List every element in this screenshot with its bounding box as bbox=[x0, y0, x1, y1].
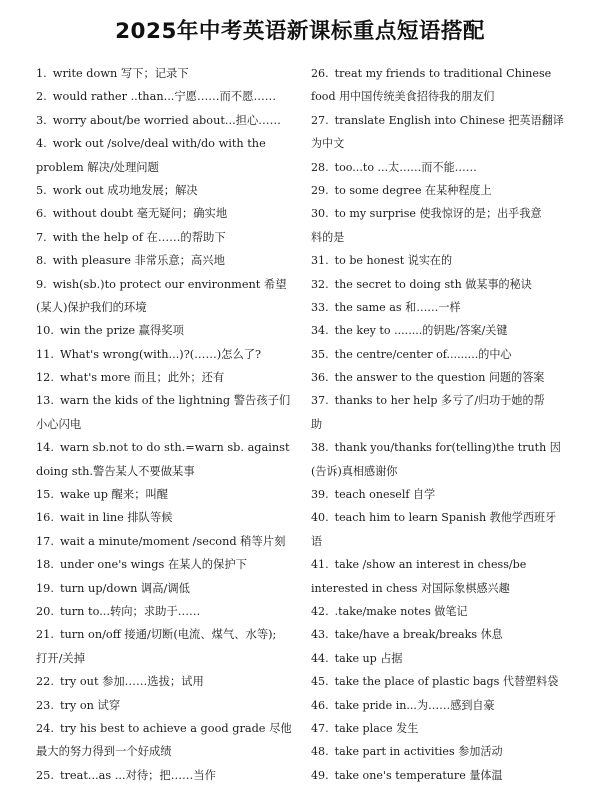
phrase-continuation-line bbox=[311, 530, 573, 553]
phrase-line bbox=[36, 389, 298, 412]
phrase-number: 25. bbox=[36, 768, 54, 782]
phrase-text: 为中文 bbox=[311, 137, 345, 151]
phrase-text: take /show an interest in chess/be bbox=[334, 558, 527, 572]
phrase-number: 18. bbox=[36, 558, 54, 572]
phrase-continuation-line bbox=[311, 577, 573, 600]
phrase-number: 14. bbox=[36, 441, 54, 455]
phrase-number: 28. bbox=[311, 160, 329, 174]
phrase-line bbox=[36, 249, 298, 272]
phrase-text: thanks to her help 多亏了/归功于她的帮 bbox=[334, 394, 545, 408]
phrase-text: turn up/down 调高/调低 bbox=[59, 581, 190, 595]
phrase-number: 42. bbox=[311, 604, 329, 618]
phrase-text: (某人)保护我们的环境 bbox=[36, 300, 147, 314]
phrase-line bbox=[311, 694, 573, 717]
left-column bbox=[36, 62, 298, 787]
phrase-line bbox=[36, 226, 298, 249]
phrase-line bbox=[311, 343, 573, 366]
phrase-text: 最大的努力得到一个好成绩 bbox=[36, 745, 172, 759]
phrase-number: 4. bbox=[36, 137, 47, 151]
phrase-text: wait in line 排队等候 bbox=[59, 511, 173, 525]
phrase-text: (告诉)真相感谢你 bbox=[311, 464, 398, 478]
phrase-line bbox=[311, 366, 573, 389]
phrase-text: too...to ...太……而不能…… bbox=[334, 160, 477, 174]
phrase-line bbox=[36, 62, 298, 85]
phrase-line bbox=[36, 202, 298, 225]
phrase-text: worry about/be worried about...担心…… bbox=[52, 113, 281, 127]
phrase-text: turn to...转向；求助于…… bbox=[59, 604, 201, 618]
phrase-line bbox=[36, 530, 298, 553]
phrase-text: write down 写下；记录下 bbox=[52, 67, 189, 80]
phrase-number: 40. bbox=[311, 511, 329, 525]
phrase-text: warn sb.not to do sth.=warn sb. against bbox=[59, 441, 290, 455]
phrase-number: 21. bbox=[36, 628, 54, 642]
phrase-line bbox=[311, 436, 573, 459]
phrase-line bbox=[311, 296, 573, 319]
phrase-line bbox=[311, 202, 573, 225]
phrase-text: treat my friends to traditional Chinese bbox=[334, 67, 552, 80]
phrase-line bbox=[36, 670, 298, 693]
phrase-line bbox=[311, 740, 573, 763]
phrase-text: without doubt 毫无疑问；确实地 bbox=[52, 207, 228, 221]
phrase-number: 30. bbox=[311, 207, 329, 221]
phrase-number: 29. bbox=[311, 183, 329, 197]
phrase-continuation-line bbox=[36, 647, 298, 670]
phrase-line bbox=[36, 343, 298, 366]
phrase-line bbox=[36, 577, 298, 600]
phrase-number: 5. bbox=[36, 183, 47, 197]
phrase-line bbox=[36, 179, 298, 202]
phrase-text: food 用中国传统美食招待我的朋友们 bbox=[311, 90, 495, 104]
phrase-continuation-line bbox=[311, 460, 573, 483]
phrase-text: take one's temperature 量体温 bbox=[334, 768, 503, 782]
phrase-line bbox=[36, 319, 298, 342]
phrase-text: doing sth.警告某人不要做某事 bbox=[36, 464, 195, 478]
phrase-text: problem 解决/处理问题 bbox=[36, 160, 159, 174]
phrase-number: 9. bbox=[36, 277, 47, 291]
phrase-number: 33. bbox=[311, 300, 329, 314]
phrase-number: 39. bbox=[311, 488, 329, 502]
phrase-text: warn the kids of the lightning 警告孩子们 bbox=[59, 394, 291, 408]
phrase-number: 23. bbox=[36, 698, 54, 712]
phrase-number: 13. bbox=[36, 394, 54, 408]
phrase-line bbox=[36, 109, 298, 132]
phrase-text: the key to ........的钥匙/答案/关键 bbox=[334, 324, 508, 338]
phrase-text: take pride in...为……感到自豪 bbox=[334, 698, 495, 712]
phrase-text: .take/make notes 做笔记 bbox=[334, 604, 468, 618]
phrase-text: take the place of plastic bags 代替塑料袋 bbox=[334, 675, 559, 689]
phrase-number: 24. bbox=[36, 721, 54, 735]
phrase-text: take up 占据 bbox=[334, 651, 403, 665]
phrase-line bbox=[311, 764, 573, 787]
phrase-continuation-line bbox=[311, 85, 573, 108]
phrase-line bbox=[311, 389, 573, 412]
page-title: 2025年中考英语新课标重点短语搭配 bbox=[115, 19, 485, 44]
phrase-number: 3. bbox=[36, 113, 47, 127]
phrase-text: work out /solve/deal with/do with the bbox=[52, 137, 266, 151]
phrase-text: the secret to doing sth 做某事的秘诀 bbox=[334, 277, 532, 291]
phrase-number: 36. bbox=[311, 371, 329, 385]
phrase-number: 37. bbox=[311, 394, 329, 408]
phrase-text: win the prize 赢得奖项 bbox=[59, 324, 184, 338]
phrase-number: 34. bbox=[311, 324, 329, 338]
phrase-number: 11. bbox=[36, 347, 54, 361]
phrase-number: 7. bbox=[36, 230, 47, 244]
phrase-text: try his best to achieve a good grade 尽他 bbox=[59, 721, 292, 735]
phrase-line bbox=[36, 85, 298, 108]
phrase-number: 22. bbox=[36, 675, 54, 689]
phrase-text: wish(sb.)to protect our environment 希望 bbox=[52, 277, 287, 291]
phrase-line bbox=[311, 600, 573, 623]
phrase-number: 6. bbox=[36, 207, 47, 221]
phrase-number: 48. bbox=[311, 745, 329, 759]
phrase-line bbox=[36, 600, 298, 623]
phrase-continuation-line bbox=[36, 740, 298, 763]
phrase-line bbox=[36, 717, 298, 740]
phrase-text: 打开/关掉 bbox=[36, 651, 85, 665]
phrase-text: take place 发生 bbox=[334, 721, 419, 735]
phrase-line bbox=[311, 249, 573, 272]
phrase-number: 1. bbox=[36, 67, 47, 80]
phrase-text: under one's wings 在某人的保护下 bbox=[59, 558, 247, 572]
phrase-number: 31. bbox=[311, 254, 329, 268]
phrase-continuation-line bbox=[36, 296, 298, 319]
phrase-number: 44. bbox=[311, 651, 329, 665]
phrase-number: 47. bbox=[311, 721, 329, 735]
phrase-number: 26. bbox=[311, 67, 329, 80]
phrase-text: try on 试穿 bbox=[59, 698, 121, 712]
phrase-text: take part in activities 参加活动 bbox=[334, 745, 503, 759]
phrase-text: 料的是 bbox=[311, 230, 345, 244]
phrase-line bbox=[36, 764, 298, 787]
phrase-text: the centre/center of.........的中心 bbox=[334, 347, 512, 361]
phrase-text: treat...as ...对待；把……当作 bbox=[59, 768, 216, 782]
phrase-text: work out 成功地发展；解决 bbox=[52, 183, 198, 197]
phrase-line bbox=[36, 553, 298, 576]
phrase-number: 49. bbox=[311, 768, 329, 782]
phrase-text: with pleasure 非常乐意；高兴地 bbox=[52, 254, 225, 268]
phrase-text: the same as 和……一样 bbox=[334, 300, 461, 314]
phrase-number: 46. bbox=[311, 698, 329, 712]
right-column bbox=[311, 62, 573, 787]
phrase-number: 16. bbox=[36, 511, 54, 525]
phrase-text: What's wrong(with...)?(……)怎么了? bbox=[59, 347, 262, 361]
phrase-text: would rather ..than...宁愿……而不愿…… bbox=[52, 90, 277, 104]
phrase-line bbox=[311, 483, 573, 506]
phrase-line bbox=[36, 366, 298, 389]
phrase-number: 20. bbox=[36, 604, 54, 618]
phrase-line bbox=[311, 109, 573, 132]
phrase-line bbox=[36, 483, 298, 506]
phrase-number: 45. bbox=[311, 675, 329, 689]
phrase-line bbox=[311, 553, 573, 576]
phrase-continuation-line bbox=[311, 413, 573, 436]
phrase-text: take/have a break/breaks 休息 bbox=[334, 628, 503, 642]
phrase-continuation-line bbox=[311, 226, 573, 249]
phrase-line bbox=[311, 273, 573, 296]
phrase-line bbox=[311, 156, 573, 179]
phrase-line bbox=[311, 647, 573, 670]
phrase-number: 2. bbox=[36, 90, 47, 104]
phrase-line bbox=[311, 623, 573, 646]
phrase-text: thank you/thanks for(telling)the truth 因 bbox=[334, 441, 561, 455]
phrase-text: teach oneself 自学 bbox=[334, 488, 436, 502]
phrase-line bbox=[36, 436, 298, 459]
phrase-text: 语 bbox=[311, 534, 323, 548]
phrase-text: to some degree 在某种程度上 bbox=[334, 183, 492, 197]
phrase-text: wait a minute/moment /second 稍等片刻 bbox=[59, 534, 286, 548]
phrase-continuation-line bbox=[36, 460, 298, 483]
phrase-line bbox=[311, 179, 573, 202]
phrase-text: to be honest 说实在的 bbox=[334, 254, 453, 268]
phrase-continuation-line bbox=[36, 413, 298, 436]
phrase-number: 8. bbox=[36, 254, 47, 268]
phrase-number: 15. bbox=[36, 488, 54, 502]
phrase-text: what's more 而且；此外；还有 bbox=[59, 371, 225, 385]
phrase-text: to my surprise 使我惊讶的是；出乎我意 bbox=[334, 207, 542, 221]
phrase-number: 27. bbox=[311, 113, 329, 127]
phrase-number: 35. bbox=[311, 347, 329, 361]
phrase-line bbox=[311, 62, 573, 85]
phrase-line bbox=[311, 319, 573, 342]
phrase-text: interested in chess 对国际象棋感兴趣 bbox=[311, 581, 510, 595]
phrase-text: teach him to learn Spanish 教他学西班牙 bbox=[334, 511, 557, 525]
phrase-text: the answer to the question 问题的答案 bbox=[334, 371, 545, 385]
phrase-text: 小心闪电 bbox=[36, 417, 82, 431]
phrase-line bbox=[36, 694, 298, 717]
phrase-number: 12. bbox=[36, 371, 54, 385]
phrase-continuation-line bbox=[36, 156, 298, 179]
phrase-line bbox=[311, 506, 573, 529]
phrase-number: 38. bbox=[311, 441, 329, 455]
phrase-number: 32. bbox=[311, 277, 329, 291]
phrase-text: translate English into Chinese 把英语翻译 bbox=[334, 113, 564, 127]
phrase-line bbox=[36, 273, 298, 296]
phrase-number: 43. bbox=[311, 628, 329, 642]
phrase-continuation-line bbox=[311, 132, 573, 155]
phrase-line bbox=[36, 506, 298, 529]
phrase-number: 41. bbox=[311, 558, 329, 572]
phrase-text: wake up 醒来；叫醒 bbox=[59, 488, 169, 502]
phrase-line bbox=[311, 717, 573, 740]
phrase-text: turn on/off 接通/切断(电流、煤气、水等); bbox=[59, 628, 277, 642]
phrase-line bbox=[36, 623, 298, 646]
phrase-number: 19. bbox=[36, 581, 54, 595]
phrase-number: 10. bbox=[36, 324, 54, 338]
phrase-text: 助 bbox=[311, 417, 323, 431]
phrase-text: with the help of 在……的帮助下 bbox=[52, 230, 226, 244]
phrase-number: 17. bbox=[36, 534, 54, 548]
phrase-line bbox=[36, 132, 298, 155]
phrase-line bbox=[311, 670, 573, 693]
phrase-text: try out 参加……选拔；试用 bbox=[59, 675, 204, 689]
